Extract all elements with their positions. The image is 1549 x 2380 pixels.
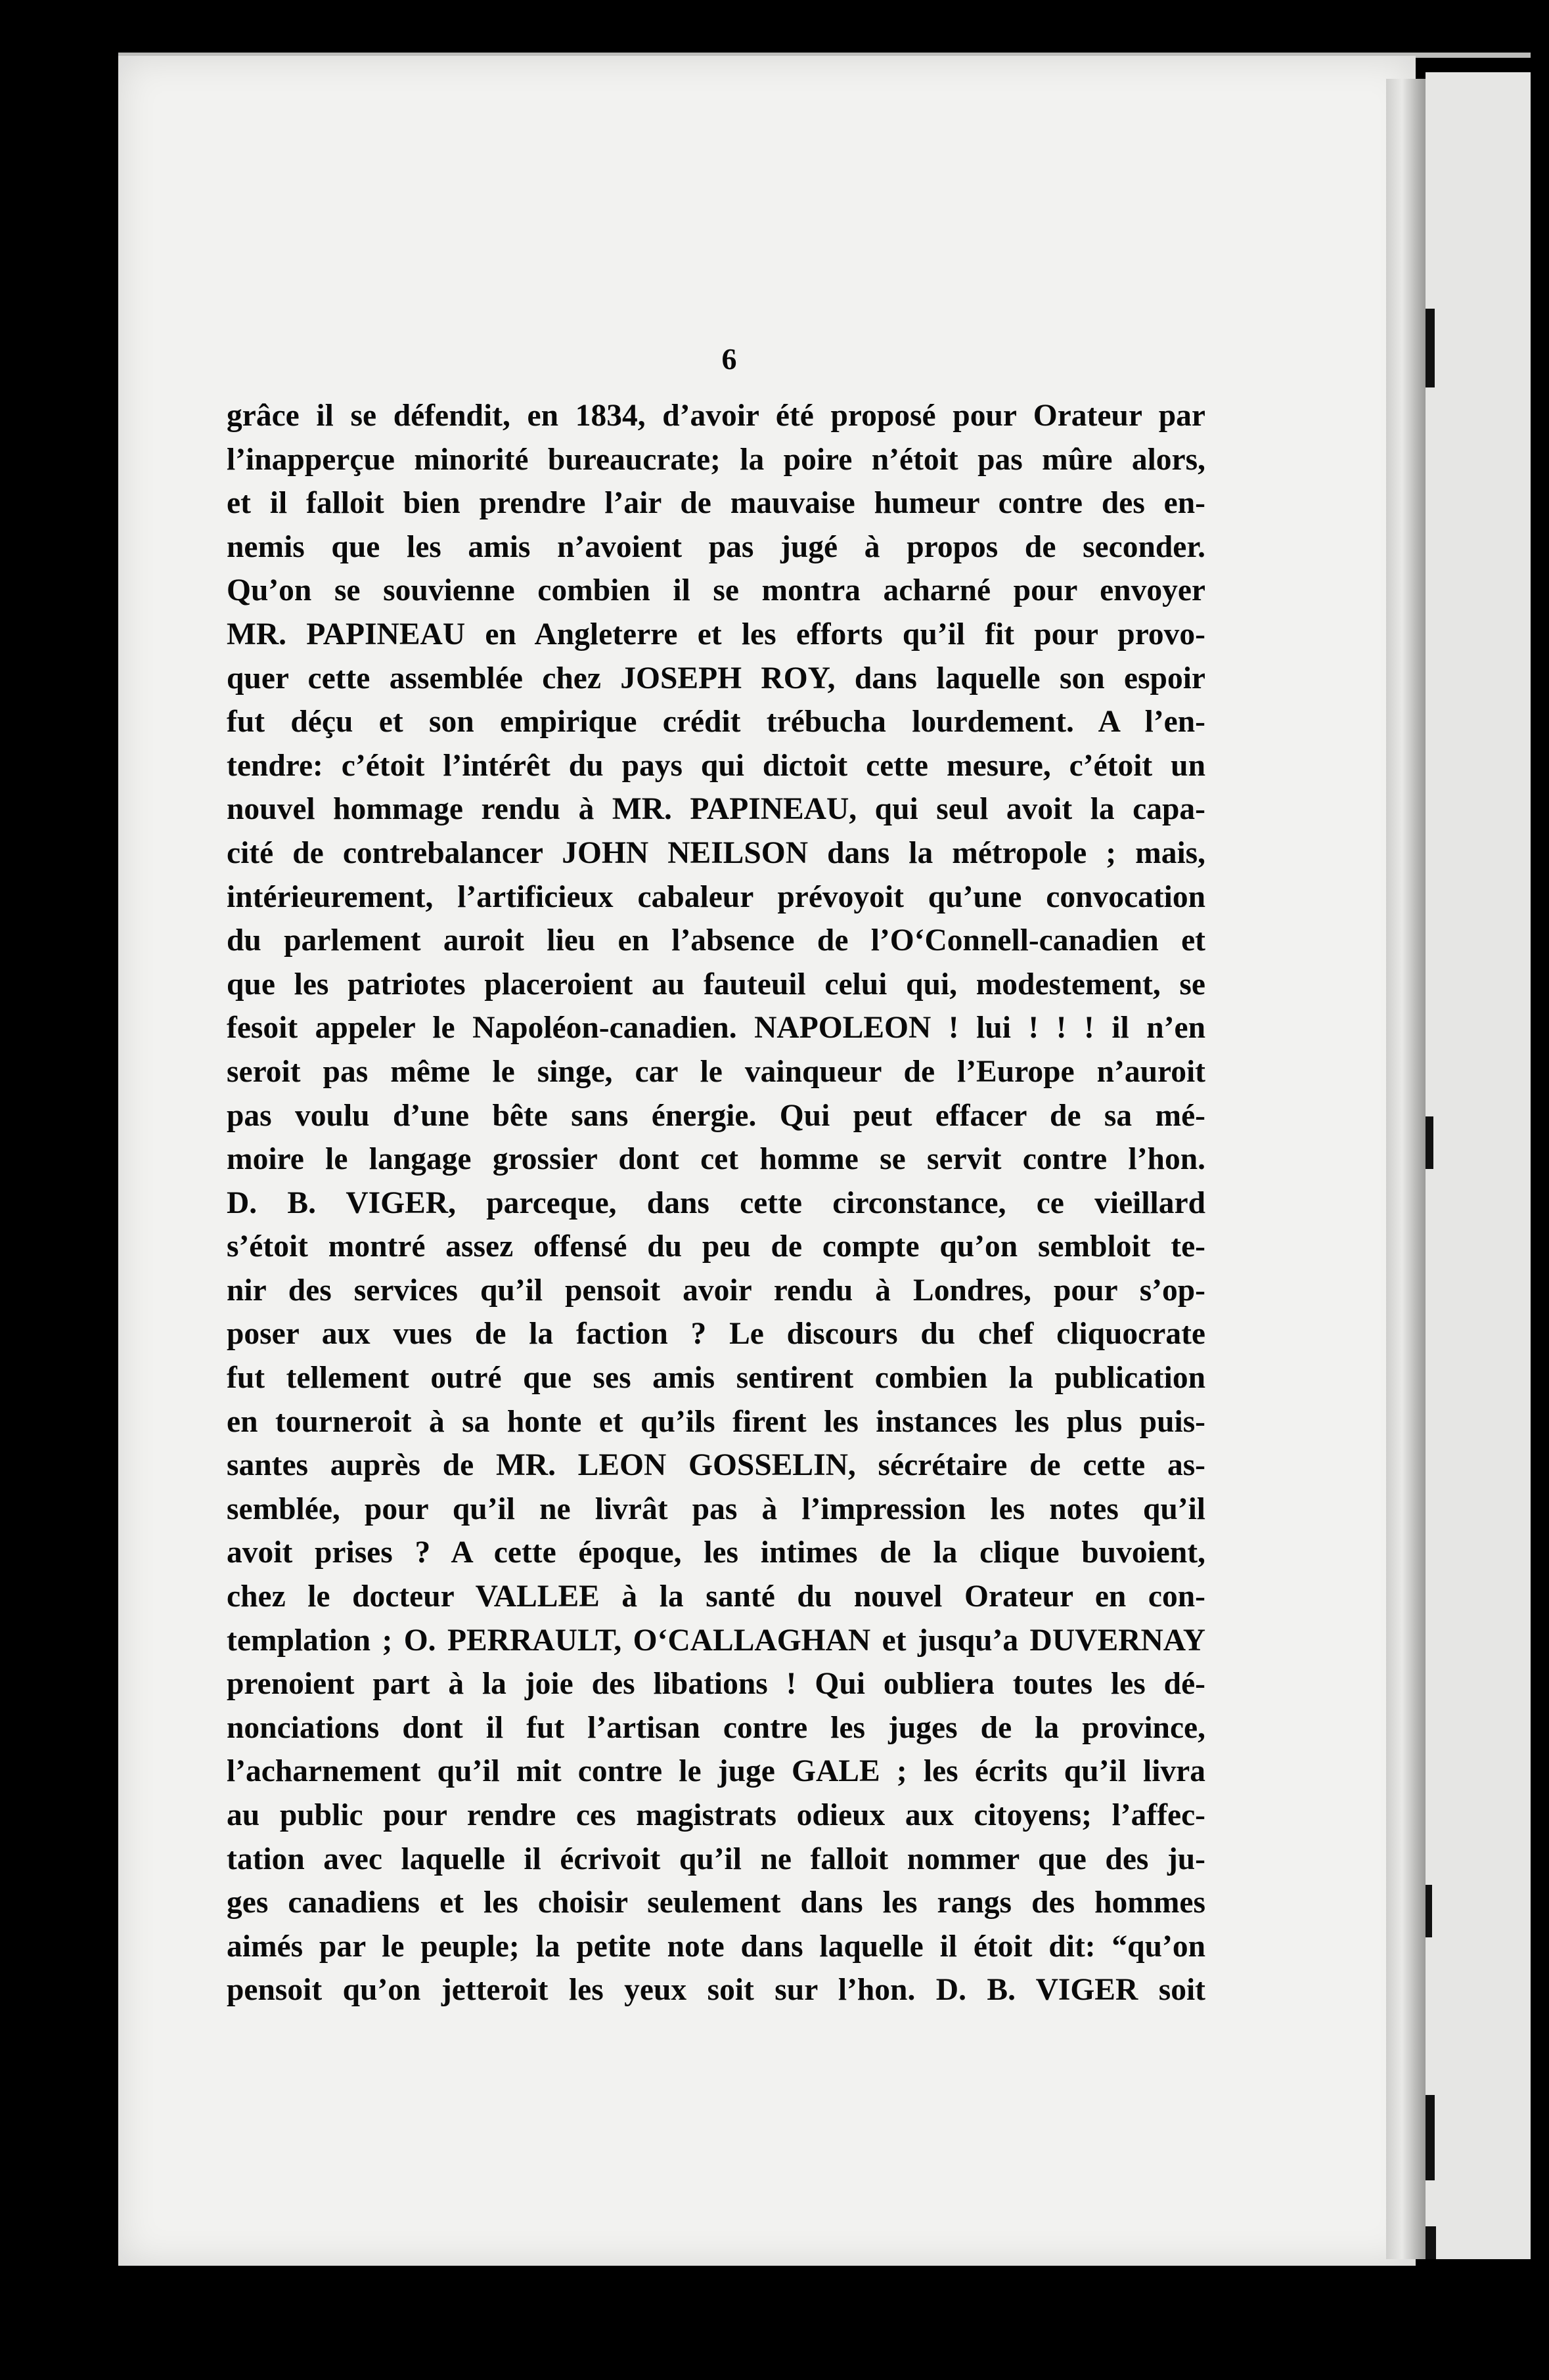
text-line: moire le langage grossier dont cet homme se servit contre l’hon. — [227, 1142, 1205, 1177]
ink-mark — [1426, 2226, 1436, 2259]
text-line: templation ; O. PERRAULT, O‘CALLAGHAN et jusqu’a DUVERNAY — [227, 1623, 1205, 1658]
text-line: fut tellement outré que ses amis sentirent combien la publication — [227, 1361, 1205, 1396]
text-line: pas voulu d’une bête sans énergie. Qui peut effacer de sa mé- — [227, 1098, 1205, 1133]
text-line: MR. PAPINEAU en Angleterre et les efforts qu’il fit pour provo- — [227, 617, 1205, 651]
text-line: au public pour rendre ces magistrats odieux aux citoyens; l’affec- — [227, 1798, 1205, 1832]
text-line: grâce il se défendit, en 1834, d’avoir été proposé pour Orateur par — [227, 399, 1205, 433]
text-line: intérieurement, l’artificieux cabaleur prévoyoit qu’une convocation — [227, 879, 1205, 914]
body-text — [227, 394, 1205, 2012]
text-line: tendre: c’étoit l’intérêt du pays qui dictoit cette mesure, c’étoit un — [227, 748, 1205, 783]
text-line: tation avec laquelle il écrivoit qu’il ne falloit nommer que des ju- — [227, 1841, 1205, 1876]
page-fold-edge — [1386, 79, 1426, 2259]
text-line: aimés par le peuple; la petite note dans laquelle il étoit dit: “qu’on — [227, 1929, 1205, 1964]
ink-mark — [1426, 1116, 1433, 1169]
text-line: prenoient part à la joie des libations ! Qui oubliera toutes les dé- — [227, 1667, 1205, 1702]
ink-mark — [1426, 2095, 1435, 2180]
text-line: nonciations dont il fut l’artisan contre les juges de la province, — [227, 1710, 1205, 1745]
text-line: Qu’on se souvienne combien il se montra acharné pour envoyer — [227, 573, 1205, 608]
text-line: poser aux vues de la faction ? Le discours du chef cliquocrate — [227, 1317, 1205, 1352]
text-line: en tourneroit à sa honte et qu’ils firent les instances les plus puis- — [227, 1404, 1205, 1439]
text-line: fesoit appeler le Napoléon-canadien. NAPOLEON ! lui ! ! ! il n’en — [227, 1011, 1205, 1046]
text-line: et il falloit bien prendre l’air de mauvaise humeur contre des en- — [227, 486, 1205, 521]
text-line: semblée, pour qu’il ne livrât pas à l’impression les notes qu’il — [227, 1491, 1205, 1526]
next-page-strip — [1426, 72, 1531, 2259]
ink-mark — [1426, 1885, 1432, 1937]
text-line: santes auprès de MR. LEON GOSSELIN, sécrétaire de cette as- — [227, 1448, 1205, 1483]
text-line: cité de contrebalancer JOHN NEILSON dans la métropole ; mais, — [227, 835, 1205, 870]
text-line: D. B. VIGER, parceque, dans cette circonstance, ce vieillard — [227, 1185, 1205, 1220]
text-line: seroit pas même le singe, car le vainqueur de l’Europe n’auroit — [227, 1054, 1205, 1089]
ink-mark — [1426, 309, 1435, 387]
text-line: l’acharnement qu’il mit contre le juge GALE ; les écrits qu’il livra — [227, 1754, 1205, 1789]
text-line: du parlement auroit lieu en l’absence de l’O‘Connell-canadien et — [227, 923, 1205, 958]
text-line: l’inapperçue minorité bureaucrate; la poire n’étoit pas mûre alors, — [227, 442, 1205, 477]
text-line: pensoit qu’on jetteroit les yeux soit sur l’hon. D. B. VIGER soit — [227, 1973, 1205, 2008]
text-line: nir des services qu’il pensoit avoir rendu à Londres, pour s’op- — [227, 1273, 1205, 1308]
text-line: fut déçu et son empirique crédit trébucha lourdement. A l’en- — [227, 705, 1205, 739]
page-number: 6 — [721, 342, 737, 376]
text-line: avoit prises ? A cette époque, les intimes de la clique buvoient, — [227, 1535, 1205, 1570]
text-line: chez le docteur VALLEE à la santé du nouvel Orateur en con- — [227, 1579, 1205, 1614]
text-line: nemis que les amis n’avoient pas jugé à propos de seconder. — [227, 529, 1205, 564]
text-line: s’étoit montré assez offensé du peu de compte qu’on sembloit te- — [227, 1229, 1205, 1264]
text-line: quer cette assemblée chez JOSEPH ROY, dans laquelle son espoir — [227, 661, 1205, 695]
text-line: ges canadiens et les choisir seulement dans les rangs des hommes — [227, 1885, 1205, 1920]
text-line: que les patriotes placeroient au fauteuil celui qui, modestement, se — [227, 967, 1205, 1002]
text-line: nouvel hommage rendu à MR. PAPINEAU, qui seul avoit la capa- — [227, 792, 1205, 827]
